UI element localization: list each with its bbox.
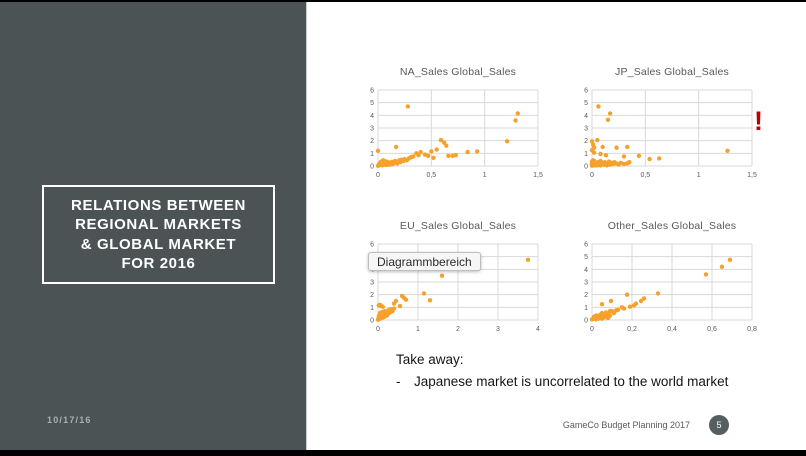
svg-text:1,5: 1,5 — [533, 172, 543, 179]
svg-text:0: 0 — [376, 326, 380, 333]
slide-title-box[interactable] — [42, 185, 275, 284]
svg-text:6: 6 — [584, 241, 588, 249]
svg-text:3: 3 — [370, 125, 374, 133]
title-line: FOR 2016 — [121, 254, 196, 272]
svg-text:0: 0 — [376, 172, 380, 179]
title-line: REGIONAL MARKETS — [75, 216, 242, 234]
svg-text:4: 4 — [584, 112, 588, 120]
svg-text:6: 6 — [370, 241, 374, 249]
svg-text:2: 2 — [584, 292, 588, 300]
svg-text:1: 1 — [482, 172, 487, 179]
svg-text:1: 1 — [370, 304, 374, 312]
svg-text:JP_Sales Global_Sales: JP_Sales Global_Sales — [615, 66, 729, 78]
svg-text:NA_Sales Global_Sales: NA_Sales Global_Sales — [399, 66, 517, 78]
svg-text:2: 2 — [370, 292, 374, 300]
svg-text:3: 3 — [584, 125, 588, 133]
svg-text:0,8: 0,8 — [747, 326, 757, 333]
svg-text:0,6: 0,6 — [707, 326, 717, 333]
svg-text:0: 0 — [584, 317, 588, 325]
svg-text:Other_Sales Global_Sales: Other_Sales Global_Sales — [607, 220, 737, 232]
svg-text:0: 0 — [370, 163, 374, 171]
svg-text:EU_Sales Global_Sales: EU_Sales Global_Sales — [399, 220, 517, 232]
svg-text:4: 4 — [370, 112, 374, 120]
svg-text:5: 5 — [584, 254, 588, 262]
svg-text:6: 6 — [584, 87, 588, 95]
svg-text:4: 4 — [536, 326, 540, 333]
slide-date: 10/17/16 — [47, 415, 92, 425]
takeaway-bullet-text: Japanese market is uncorrelated to the world market — [414, 374, 729, 389]
chart-area-tooltip: Diagrammbereich — [368, 252, 481, 271]
svg-text:1: 1 — [696, 172, 701, 179]
scatter-chart-other-sales[interactable] — [572, 214, 772, 362]
svg-text:0,5: 0,5 — [640, 172, 651, 179]
svg-text:1,5: 1,5 — [747, 172, 757, 179]
svg-text:2: 2 — [370, 138, 374, 146]
title-line: & GLOBAL MARKET — [80, 235, 237, 253]
title-line: RELATIONS BETWEEN — [71, 197, 246, 215]
svg-text:5: 5 — [584, 100, 588, 108]
page-number-badge — [709, 415, 729, 435]
bullet-dash: - — [396, 374, 401, 389]
svg-text:1: 1 — [416, 326, 420, 333]
svg-text:3: 3 — [370, 279, 374, 287]
svg-text:0: 0 — [590, 172, 594, 179]
svg-text:1: 1 — [370, 150, 374, 158]
svg-text:4: 4 — [584, 266, 588, 274]
svg-text:0: 0 — [584, 163, 588, 171]
svg-text:6: 6 — [370, 87, 374, 95]
svg-text:5: 5 — [370, 100, 374, 108]
takeaway-bullet — [396, 374, 728, 389]
scatter-chart-na-sales[interactable] — [358, 60, 558, 208]
svg-text:0: 0 — [590, 326, 594, 333]
svg-text:0,4: 0,4 — [667, 326, 677, 333]
svg-text:0: 0 — [370, 317, 374, 325]
svg-text:0,5: 0,5 — [426, 172, 437, 179]
slide-title — [71, 196, 246, 272]
svg-text:1: 1 — [584, 304, 588, 312]
svg-text:2: 2 — [456, 326, 460, 333]
slide-canvas — [0, 2, 806, 450]
svg-text:3: 3 — [496, 326, 500, 333]
svg-text:1: 1 — [584, 150, 588, 158]
takeaway-heading: Take away: — [396, 352, 464, 367]
sidebar-panel — [0, 2, 307, 450]
svg-text:0,2: 0,2 — [627, 326, 637, 333]
svg-text:2: 2 — [584, 138, 588, 146]
scatter-chart-jp-sales[interactable] — [572, 60, 772, 208]
footer-text: GameCo Budget Planning 2017 — [562, 420, 690, 430]
exclamation-annotation[interactable]: ! — [754, 106, 763, 136]
page-number: 5 — [716, 420, 722, 430]
scatter-chart-eu-sales[interactable] — [358, 214, 558, 362]
svg-text:3: 3 — [584, 279, 588, 287]
takeaway-textbox[interactable] — [396, 352, 728, 389]
